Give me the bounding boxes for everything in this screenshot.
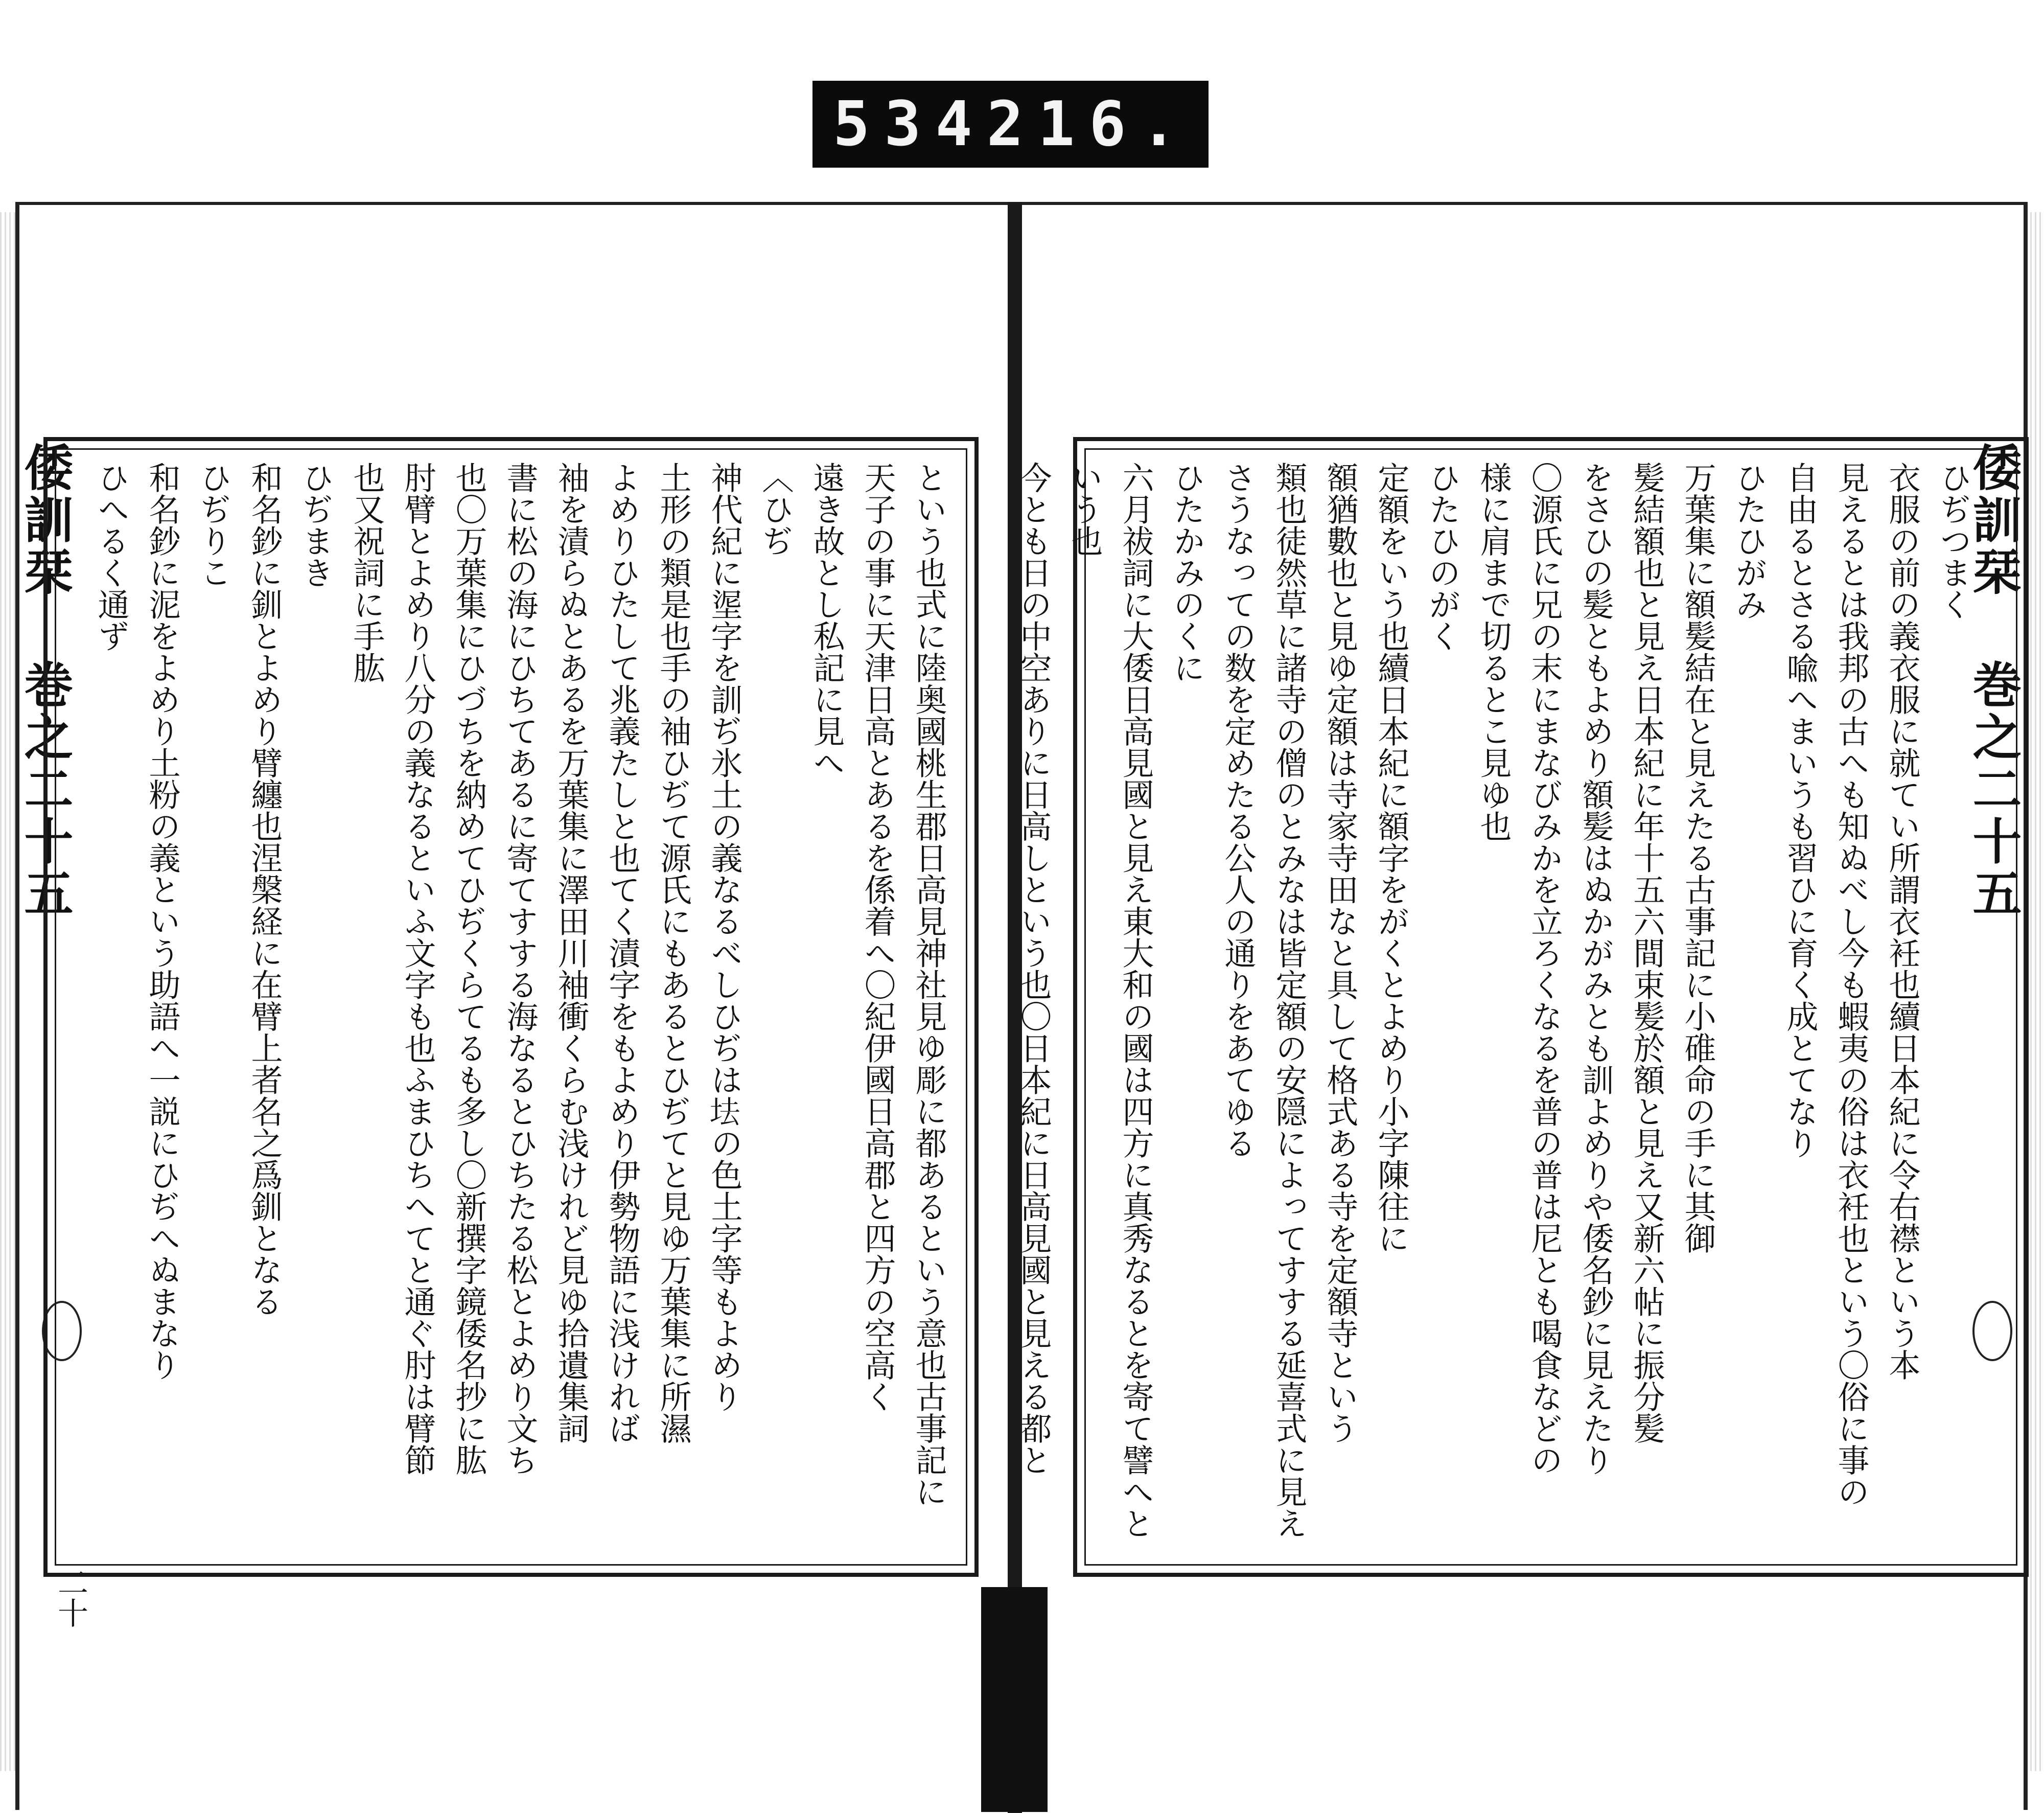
text-column: 神代紀に埿字を訓ぢ氷土の義なるべしひぢは𡊛の色土字等もよめり: [706, 462, 743, 1412]
text-column: 書に松の海にひちてあるに寄てすする海なるとひちたる松とよめり文ち: [501, 462, 539, 1476]
text-column: ひへるく通ず: [92, 462, 130, 652]
text-column: 衣服の前の義衣服に就てい所謂衣衽也續日本紀に令右襟という本: [1884, 462, 1921, 1381]
left-margin-title: 倭訓栞 巻之二十五: [16, 442, 74, 920]
left-page-number: 二十: [53, 1567, 88, 1628]
open-book: [0, 202, 2044, 1813]
text-column: よめりひたして兆義たしと也てく漬字をもよめり伊勢物語に浅ければ: [603, 462, 641, 1444]
text-column: さうなっての数を定めたる公人の通りをあてゆる: [1219, 462, 1257, 1159]
text-column: 類也徒然草に諸寺の僧のとみなは皆定額の安隠によってすする延喜式に見え: [1270, 462, 1308, 1539]
text-column: 遠き故とし私記に見へ: [808, 462, 845, 778]
text-column: 髪結額也と見え日本紀に年十五六間束髪於額と見え又新六帖に振分髪: [1628, 462, 1665, 1444]
text-column: 六月祓詞に大倭日高見國と見え東大和の國は四方に真秀なるとを寄て譬へという也: [1066, 462, 1154, 1539]
right-margin-title: 倭訓栞 巻之二十五: [1965, 442, 2023, 920]
spine-tab: [981, 1587, 1048, 1812]
text-column: 和名鈔に泥をよめり土粉の義という助語へ一説にひぢへぬまなり: [144, 462, 181, 1381]
text-column: 定額をいう也續日本紀に額字をがくとよめり小字陳往に: [1373, 462, 1410, 1254]
right-text-block: [1015, 462, 1979, 1552]
text-column: 和名鈔に釧とよめり臂纏也涅槃経に在臂上者名之爲釧となる: [246, 462, 283, 1317]
text-column: 今とも日の中空ありに日高しという也〇日本紀に日高見國と見える都と: [1015, 462, 1052, 1476]
text-column: 額猶數也と見ゆ定額は寺家寺田なと具して格式ある寺を定額寺という: [1321, 462, 1359, 1444]
text-column: 肘臂とよめり八分の義なるといふ文字も也ふまひちへてと通ぐ肘は臂節: [399, 462, 436, 1476]
text-column: ひぢまき: [297, 462, 334, 588]
text-column: 〇源氏に兄の末にまなびみかを立ろくなるを普の普は尼とも喝食などの: [1526, 462, 1563, 1476]
left-text-frame: [43, 437, 979, 1577]
text-column: 万葉集に額髪結在と見えたる古事記に小碓命の手に其御: [1679, 462, 1716, 1254]
id-plate-right: 216.: [986, 88, 1192, 160]
text-column: 自由るとさる喩へまいうも習ひに育く成とてなり: [1781, 462, 1819, 1159]
text-column: 也〇万葉集にひづちを納めてひぢくらてるも多し〇新撰字鏡倭名抄に肱: [450, 462, 487, 1476]
right-text-frame: [1015, 437, 2029, 1577]
text-column: 見えるとは我邦の古へも知ぬべし今も蝦夷の俗は衣衽也という〇俗に事の: [1832, 462, 1870, 1507]
text-column: ひぢりこ: [195, 462, 232, 588]
text-column: 〈ひぢ: [757, 462, 794, 557]
id-plate-left: 534: [833, 88, 987, 160]
text-column: 天子の事に天津日高とあるを係着へ〇紀伊國日高郡と四方の空高く: [859, 462, 896, 1412]
text-column: ひたひがみ: [1730, 462, 1768, 620]
text-column: 也又祝詞に手肱: [348, 462, 385, 683]
text-column: をさひの髪ともよめり額髪はぬかがみとも訓よめりや倭名鈔に見えたり: [1577, 462, 1614, 1476]
text-column: 袖を漬らぬとあるを万葉集に澤田川袖衝くらむ浅けれど見ゆ拾遺集詞: [552, 462, 590, 1444]
text-column: という也式に陸奥國桃生郡日高見神社見ゆ彫に都あるという意也古事記に: [910, 462, 947, 1507]
text-column: 様に肩まで切るとこ見ゆ也: [1475, 462, 1512, 842]
text-column: 土形の類是也手の袖ひぢて源氏にもあるとひぢてと見ゆ万葉集に所濕: [655, 462, 692, 1444]
text-column: ひたひのがく: [1424, 462, 1461, 652]
id-plate: [812, 81, 1209, 168]
left-text-block: [94, 462, 954, 1552]
text-column: ひたかみのくに: [1168, 462, 1205, 683]
text-column: ひぢつまく: [1935, 462, 1972, 620]
